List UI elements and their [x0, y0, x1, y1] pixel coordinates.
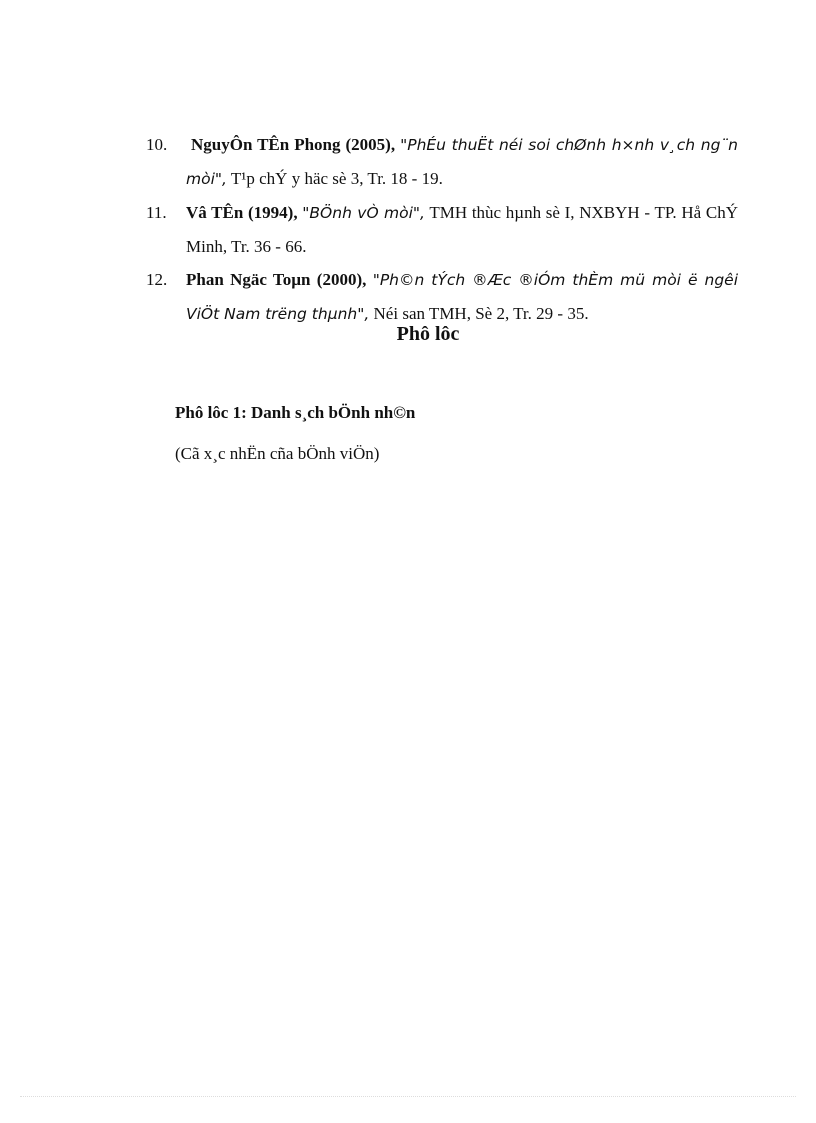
appendix-heading: Phô lôc — [396, 323, 460, 345]
page-bottom-divider — [20, 1096, 796, 1097]
reference-title: "BÖnh vÒ mòi", — [302, 204, 425, 222]
reference-title: "PhÉu thuËt néi soi chØnh h×nh v¸ch ng¨n mòi", — [186, 136, 738, 188]
reference-source: T¹p chÝ y häc sè 3, Tr. 18 - 19. — [230, 169, 443, 188]
reference-item — [146, 196, 738, 263]
reference-title: "Ph©n tÝch ®Æc ®iÓm thÈm mü mòi ë ngêi ViÖt Nam trëng thµnh", — [186, 271, 739, 323]
reference-author: NguyÔn TÊn Phong (2005), — [191, 135, 396, 154]
reference-item — [146, 128, 738, 196]
appendix-item-title: Phô lôc 1: Danh s¸ch bÖnh nh©n — [175, 403, 416, 422]
reference-source: Néi san TMH, Sè 2, Tr. 29 - 35. — [373, 304, 589, 323]
reference-item — [146, 263, 738, 331]
reference-number: 12. — [146, 270, 168, 289]
reference-list — [146, 128, 738, 331]
reference-author: Phan Ngäc Toµn (2000), — [186, 270, 367, 289]
reference-author: Vâ TÊn (1994), — [186, 203, 298, 222]
reference-number: 10. — [146, 135, 168, 154]
appendix-item-note: (Cã x¸c nhËn cña bÖnh viÖn) — [175, 444, 380, 463]
reference-number: 11. — [146, 203, 167, 222]
reference-source: TMH thùc hµnh sè I, NXBYH - TP. Hå ChÝ Minh, Tr. 36 - 66. — [186, 203, 738, 256]
